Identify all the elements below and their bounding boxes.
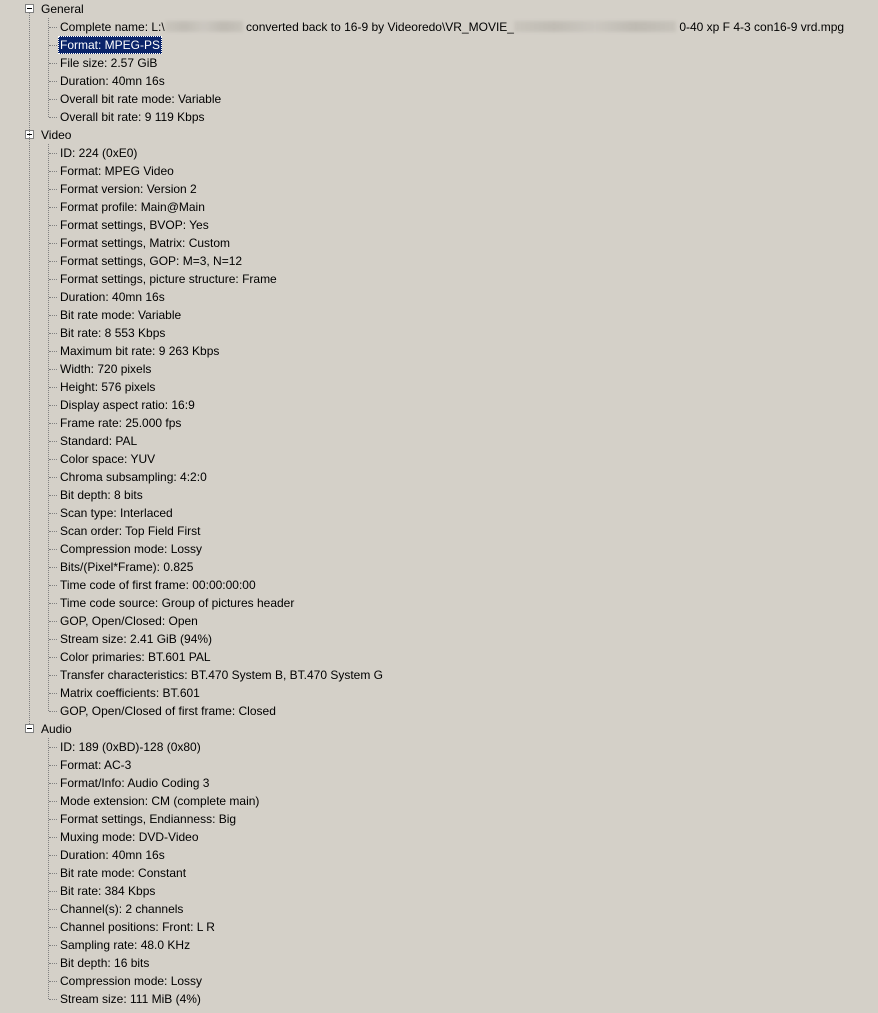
tree-item[interactable] <box>0 882 878 900</box>
tree-item[interactable] <box>0 936 878 954</box>
tree-item[interactable] <box>0 810 878 828</box>
tree-item-text: Overall bit rate mode: Variable <box>60 92 222 106</box>
tree-item-text: Format version: Version 2 <box>60 182 197 196</box>
collapse-icon[interactable] <box>25 4 34 13</box>
tree-node-header[interactable] <box>0 126 878 144</box>
tree-item-text: Muxing mode: DVD-Video <box>60 830 199 844</box>
tree-item[interactable] <box>0 900 878 918</box>
tree-item-text: Transfer characteristics: BT.470 System B, BT.470 System G <box>60 668 383 682</box>
tree-item-text: Bit rate mode: Variable <box>60 308 182 322</box>
tree-node-header[interactable] <box>0 0 878 18</box>
tree-item-text: Color space: YUV <box>60 452 156 466</box>
tree-item[interactable] <box>0 828 878 846</box>
tree-item-text: Stream size: 111 MiB (4%) <box>60 992 201 1006</box>
tree-item[interactable] <box>0 144 878 162</box>
tree-item[interactable] <box>0 630 878 648</box>
tree-item-text: Duration: 40mn 16s <box>60 848 165 862</box>
tree-item[interactable] <box>0 342 878 360</box>
tree-item[interactable] <box>0 270 878 288</box>
tree-item-text: Sampling rate: 48.0 KHz <box>60 938 191 952</box>
tree-item[interactable] <box>0 846 878 864</box>
tree-item-text: Bit rate: 8 553 Kbps <box>60 326 166 340</box>
tree-item[interactable] <box>0 324 878 342</box>
tree-item-text: Format: AC-3 <box>60 758 132 772</box>
tree-item-text: Bit rate mode: Constant <box>60 866 187 880</box>
tree-item[interactable] <box>0 450 878 468</box>
tree-item-text: Matrix coefficients: BT.601 <box>60 686 200 700</box>
tree-item[interactable] <box>0 288 878 306</box>
tree-item-text: Compression mode: Lossy <box>60 542 203 556</box>
tree-item[interactable] <box>0 396 878 414</box>
tree-node-label: Video <box>41 128 72 142</box>
tree-item-text: Display aspect ratio: 16:9 <box>60 398 195 412</box>
tree-item-text: Width: 720 pixels <box>60 362 152 376</box>
tree-item[interactable] <box>0 738 878 756</box>
tree-item-text: Time code source: Group of pictures header <box>60 596 295 610</box>
tree-item[interactable] <box>0 432 878 450</box>
tree-item-text: Frame rate: 25.000 fps <box>60 416 182 430</box>
tree-item-text: Format settings, Matrix: Custom <box>60 236 231 250</box>
tree-item[interactable] <box>0 594 878 612</box>
tree-item[interactable] <box>0 252 878 270</box>
tree-item[interactable] <box>0 216 878 234</box>
tree-item[interactable] <box>0 774 878 792</box>
tree-item[interactable] <box>0 648 878 666</box>
tree-item-text: Bit depth: 16 bits <box>60 956 150 970</box>
tree-item-text: Channel positions: Front: L R <box>60 920 215 934</box>
tree-item[interactable] <box>0 72 878 90</box>
tree-item-text: Format: MPEG-PS <box>60 38 161 52</box>
tree-item-text: File size: 2.57 GiB <box>60 56 158 70</box>
tree-item[interactable] <box>0 540 878 558</box>
tree-item-text: GOP, Open/Closed: Open <box>60 614 198 628</box>
tree-section-audio <box>0 720 878 1008</box>
tree-item-text: Format settings, BVOP: Yes <box>60 218 209 232</box>
tree-item[interactable] <box>0 360 878 378</box>
tree-item[interactable] <box>0 972 878 990</box>
tree-item-text: Scan type: Interlaced <box>60 506 173 520</box>
tree-item-text: Format settings, GOP: M=3, N=12 <box>60 254 243 268</box>
tree-item[interactable] <box>0 18 878 36</box>
collapse-icon[interactable] <box>25 724 34 733</box>
tree-item[interactable] <box>0 162 878 180</box>
tree-item[interactable] <box>0 486 878 504</box>
tree-item-text: Bits/(Pixel*Frame): 0.825 <box>60 560 194 574</box>
tree-item[interactable] <box>0 702 878 720</box>
tree-item[interactable] <box>0 576 878 594</box>
tree-item-text: Channel(s): 2 channels <box>60 902 184 916</box>
tree-item[interactable] <box>0 756 878 774</box>
tree-item-text: Time code of first frame: 00:00:00:00 <box>60 578 256 592</box>
tree-item-text: Scan order: Top Field First <box>60 524 201 538</box>
tree-item[interactable] <box>0 90 878 108</box>
tree-item[interactable] <box>0 612 878 630</box>
tree-item[interactable] <box>0 414 878 432</box>
tree-node-label: General <box>41 2 84 16</box>
redacted-text <box>165 21 243 32</box>
tree-item-text: Duration: 40mn 16s <box>60 74 165 88</box>
tree-item[interactable] <box>0 108 878 126</box>
tree-item-text-part: 0-40 xp F 4-3 con16-9 vrd.mpg <box>675 20 845 34</box>
tree-item-text: Stream size: 2.41 GiB (94%) <box>60 632 213 646</box>
tree-root-line <box>29 13 30 724</box>
tree-item-text: Maximum bit rate: 9 263 Kbps <box>60 344 220 358</box>
tree-item[interactable] <box>0 558 878 576</box>
tree-item-text: Format profile: Main@Main <box>60 200 205 214</box>
tree-item-text: Overall bit rate: 9 119 Kbps <box>60 110 205 124</box>
tree-item[interactable] <box>0 468 878 486</box>
tree-item-text-part: converted back to 16-9 by Videoredo\VR_MOVIE_ <box>242 20 514 34</box>
tree-item-text: Format settings, Endianness: Big <box>60 812 237 826</box>
tree-item[interactable] <box>0 522 878 540</box>
tree-item[interactable] <box>0 792 878 810</box>
tree-item-text: Bit depth: 8 bits <box>60 488 143 502</box>
tree-item[interactable] <box>0 918 878 936</box>
tree-item[interactable] <box>0 990 878 1008</box>
tree-item-text: Format/Info: Audio Coding 3 <box>60 776 210 790</box>
tree-item-text: Bit rate: 384 Kbps <box>60 884 156 898</box>
tree-item[interactable] <box>0 666 878 684</box>
tree-item-text: Height: 576 pixels <box>60 380 156 394</box>
tree-item[interactable] <box>0 306 878 324</box>
tree-item-text: Standard: PAL <box>60 434 138 448</box>
tree-item[interactable] <box>0 684 878 702</box>
redacted-text <box>514 21 676 32</box>
tree-item[interactable] <box>0 954 878 972</box>
tree-item-text: Mode extension: CM (complete main) <box>60 794 260 808</box>
tree-item[interactable] <box>0 198 878 216</box>
tree-node-label: Audio <box>41 722 72 736</box>
tree-item[interactable] <box>0 378 878 396</box>
tree-item-text: Chroma subsampling: 4:2:0 <box>60 470 207 484</box>
tree-item-text-part: Complete name: L:\ <box>60 20 165 34</box>
tree-item[interactable] <box>0 54 878 72</box>
tree-section-general <box>0 0 878 126</box>
tree-item-text: Format: MPEG Video <box>60 164 174 178</box>
tree-item-text: Duration: 40mn 16s <box>60 290 165 304</box>
tree-item-text: Color primaries: BT.601 PAL <box>60 650 211 664</box>
tree-node-header[interactable] <box>0 720 878 738</box>
tree-section-video <box>0 126 878 720</box>
tree-item[interactable] <box>0 864 878 882</box>
tree-item[interactable] <box>0 234 878 252</box>
tree-item-text: ID: 189 (0xBD)-128 (0x80) <box>60 740 201 754</box>
tree-item[interactable] <box>0 36 878 54</box>
tree-item-text <box>60 18 846 36</box>
tree-item[interactable] <box>0 504 878 522</box>
tree-item-text: Compression mode: Lossy <box>60 974 203 988</box>
tree-item-text: ID: 224 (0xE0) <box>60 146 138 160</box>
tree-item-text: Format settings, picture structure: Frame <box>60 272 277 286</box>
tree-item-text: GOP, Open/Closed of first frame: Closed <box>60 704 276 718</box>
tree-item[interactable] <box>0 180 878 198</box>
